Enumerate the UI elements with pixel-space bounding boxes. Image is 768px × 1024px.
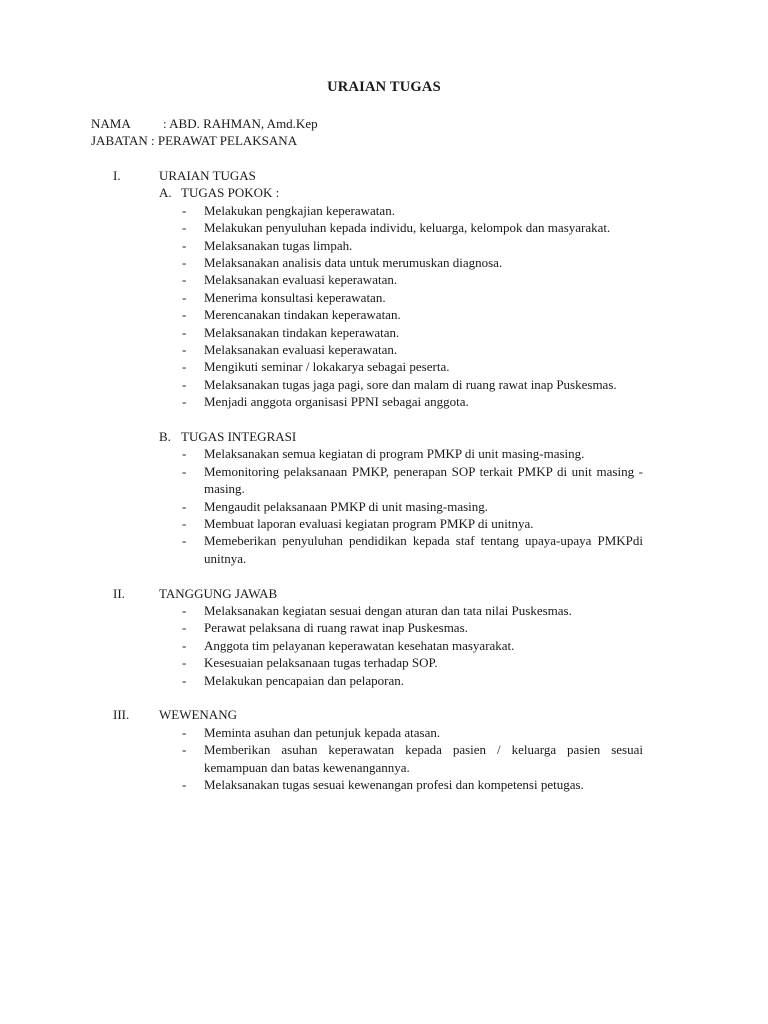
list-item-text: Meminta asuhan dan petunjuk kepada atasan. xyxy=(204,724,441,740)
dash-bullet: - xyxy=(182,237,187,253)
list-item-text: Melakukan penyuluhan kepada individu, keluarga, kelompok dan masyarakat. xyxy=(204,220,611,236)
jabatan-separator: : xyxy=(151,133,155,149)
list-item-text: Melaksanakan analisis data untuk merumuskan diagnosa. xyxy=(204,255,503,270)
list-item-text: Melakukan pencapaian dan pelaporan. xyxy=(204,672,404,688)
list-item xyxy=(91,237,643,254)
section-number: III. xyxy=(113,707,130,723)
nama-value: ABD. RAHMAN, Amd.Kep xyxy=(169,116,318,131)
section-title: WEWENANG xyxy=(159,707,237,723)
sections xyxy=(91,167,643,794)
document-title: URAIAN TUGAS xyxy=(327,79,441,95)
list-item xyxy=(91,515,643,532)
subsection-title: TUGAS INTEGRASI xyxy=(181,429,297,445)
list-item-text: Melaksanakan tugas limpah. xyxy=(204,237,353,253)
nama-label: NAMA xyxy=(91,116,131,131)
dash-bullet: - xyxy=(182,672,187,688)
dash-bullet: - xyxy=(182,637,187,653)
section-title: URAIAN TUGAS xyxy=(159,168,256,183)
list-item-text: Perawat pelaksana di ruang rawat inap Puskesmas. xyxy=(204,620,468,636)
list-item-text: Mengaudit pelaksanaan PMKP di unit masing-masing. xyxy=(204,498,489,514)
list-item-text: Menjadi anggota organisasi PPNI sebagai anggota. xyxy=(204,394,469,410)
dash-bullet: - xyxy=(182,359,187,375)
list-item xyxy=(91,776,643,793)
list-item xyxy=(91,393,643,410)
list-item xyxy=(91,498,643,515)
list-item xyxy=(91,271,643,288)
dash-bullet: - xyxy=(182,220,187,236)
dash-bullet: - xyxy=(182,463,187,479)
list-item xyxy=(91,637,643,654)
dash-bullet: - xyxy=(182,394,187,410)
list-item-text: Merencanakan tindakan keperawatan. xyxy=(204,307,401,323)
list-item-text: Melaksanakan tugas jaga pagi, sore dan malam di ruang rawat inap Puskesmas. xyxy=(204,376,617,392)
dash-bullet: - xyxy=(182,603,187,619)
dash-bullet: - xyxy=(182,202,187,218)
section-title: TANGGUNG JAWAB xyxy=(159,585,278,601)
list-item xyxy=(91,724,643,741)
identity-block xyxy=(91,115,318,150)
list-item xyxy=(91,324,643,341)
list-item xyxy=(91,602,643,619)
jabatan-label: JABATAN xyxy=(91,133,148,149)
section-heading xyxy=(91,706,643,723)
list-item-text: Membuat laporan evaluasi kegiatan program PMKP di unitnya. xyxy=(204,516,534,532)
list-item xyxy=(91,358,643,375)
dash-bullet: - xyxy=(182,376,187,392)
subsection-letter: A. xyxy=(159,185,172,201)
list-item xyxy=(91,289,643,306)
list-item xyxy=(91,741,643,776)
list-item-text: Anggota tim pelayanan keperawatan kesehatan masyarakat. xyxy=(204,637,515,653)
dash-bullet: - xyxy=(182,289,187,305)
list-item xyxy=(91,463,643,498)
list-item xyxy=(91,341,643,358)
list-item-text: Memonitoring pelaksanaan PMKP, penerapan SOP terkait PMKP di unit masing - masing. xyxy=(204,463,643,497)
dash-bullet: - xyxy=(182,533,187,549)
list-item-text: Melaksanakan kegiatan sesuai dengan aturan dan tata nilai Puskesmas. xyxy=(204,603,572,619)
list-item-text: Memberikan asuhan keperawatan kepada pasien / keluarga pasien sesuai kemampuan dan batas kewenangannya. xyxy=(204,742,643,775)
section-heading xyxy=(91,585,643,602)
dash-bullet: - xyxy=(182,498,187,514)
responsibility-list xyxy=(91,602,643,689)
list-item xyxy=(91,445,643,462)
duty-list xyxy=(91,445,643,567)
dash-bullet: - xyxy=(182,620,187,636)
list-item-text: Melaksanakan tindakan keperawatan. xyxy=(204,324,400,340)
section-number: I. xyxy=(113,168,121,183)
subsection-letter: B. xyxy=(159,429,171,445)
section-number: II. xyxy=(113,585,125,601)
dash-bullet: - xyxy=(182,272,187,288)
jabatan-row xyxy=(91,132,318,149)
dash-bullet: - xyxy=(182,724,187,740)
list-item xyxy=(91,654,643,671)
list-item xyxy=(91,254,643,271)
list-item-text: Melaksanakan evaluasi keperawatan. xyxy=(204,342,398,358)
list-item-text: Kesesuaian pelaksanaan tugas terhadap SOP. xyxy=(204,655,438,671)
section-heading xyxy=(91,167,643,184)
list-item-text: Melakukan pengkajian keperawatan. xyxy=(204,202,395,218)
list-item-text: Mengikuti seminar / lokakarya sebagai peserta. xyxy=(204,359,450,375)
list-item xyxy=(91,532,643,567)
list-item-text: Memeberikan penyuluhan pendidikan kepada staf tentang upaya-upaya PMKPdi unitnya. xyxy=(204,533,643,566)
list-item xyxy=(91,672,643,689)
list-item-text: Melaksanakan semua kegiatan di program PMKP di unit masing-masing. xyxy=(204,446,585,462)
authority-list xyxy=(91,724,643,794)
dash-bullet: - xyxy=(182,777,187,793)
list-item xyxy=(91,376,643,393)
nama-separator: : xyxy=(163,116,167,131)
dash-bullet: - xyxy=(182,307,187,323)
subsection-heading xyxy=(91,428,643,445)
nama-row xyxy=(91,115,318,132)
list-item xyxy=(91,619,643,636)
list-item xyxy=(91,306,643,323)
list-item xyxy=(91,202,643,219)
dash-bullet: - xyxy=(182,255,187,270)
dash-bullet: - xyxy=(182,655,187,671)
dash-bullet: - xyxy=(182,324,187,340)
dash-bullet: - xyxy=(182,342,187,358)
dash-bullet: - xyxy=(182,742,187,758)
dash-bullet: - xyxy=(182,516,187,532)
list-item xyxy=(91,219,643,236)
subsection-heading xyxy=(91,184,643,201)
list-item-text: Menerima konsultasi keperawatan. xyxy=(204,289,386,305)
dash-bullet: - xyxy=(182,446,187,462)
jabatan-value: PERAWAT PELAKSANA xyxy=(157,133,298,149)
list-item-text: Melaksanakan evaluasi keperawatan. xyxy=(204,272,398,288)
subsection-title: TUGAS POKOK : xyxy=(181,185,280,201)
duty-list xyxy=(91,202,643,411)
list-item-text: Melaksanakan tugas sesuai kewenangan profesi dan kompetensi petugas. xyxy=(204,777,584,793)
